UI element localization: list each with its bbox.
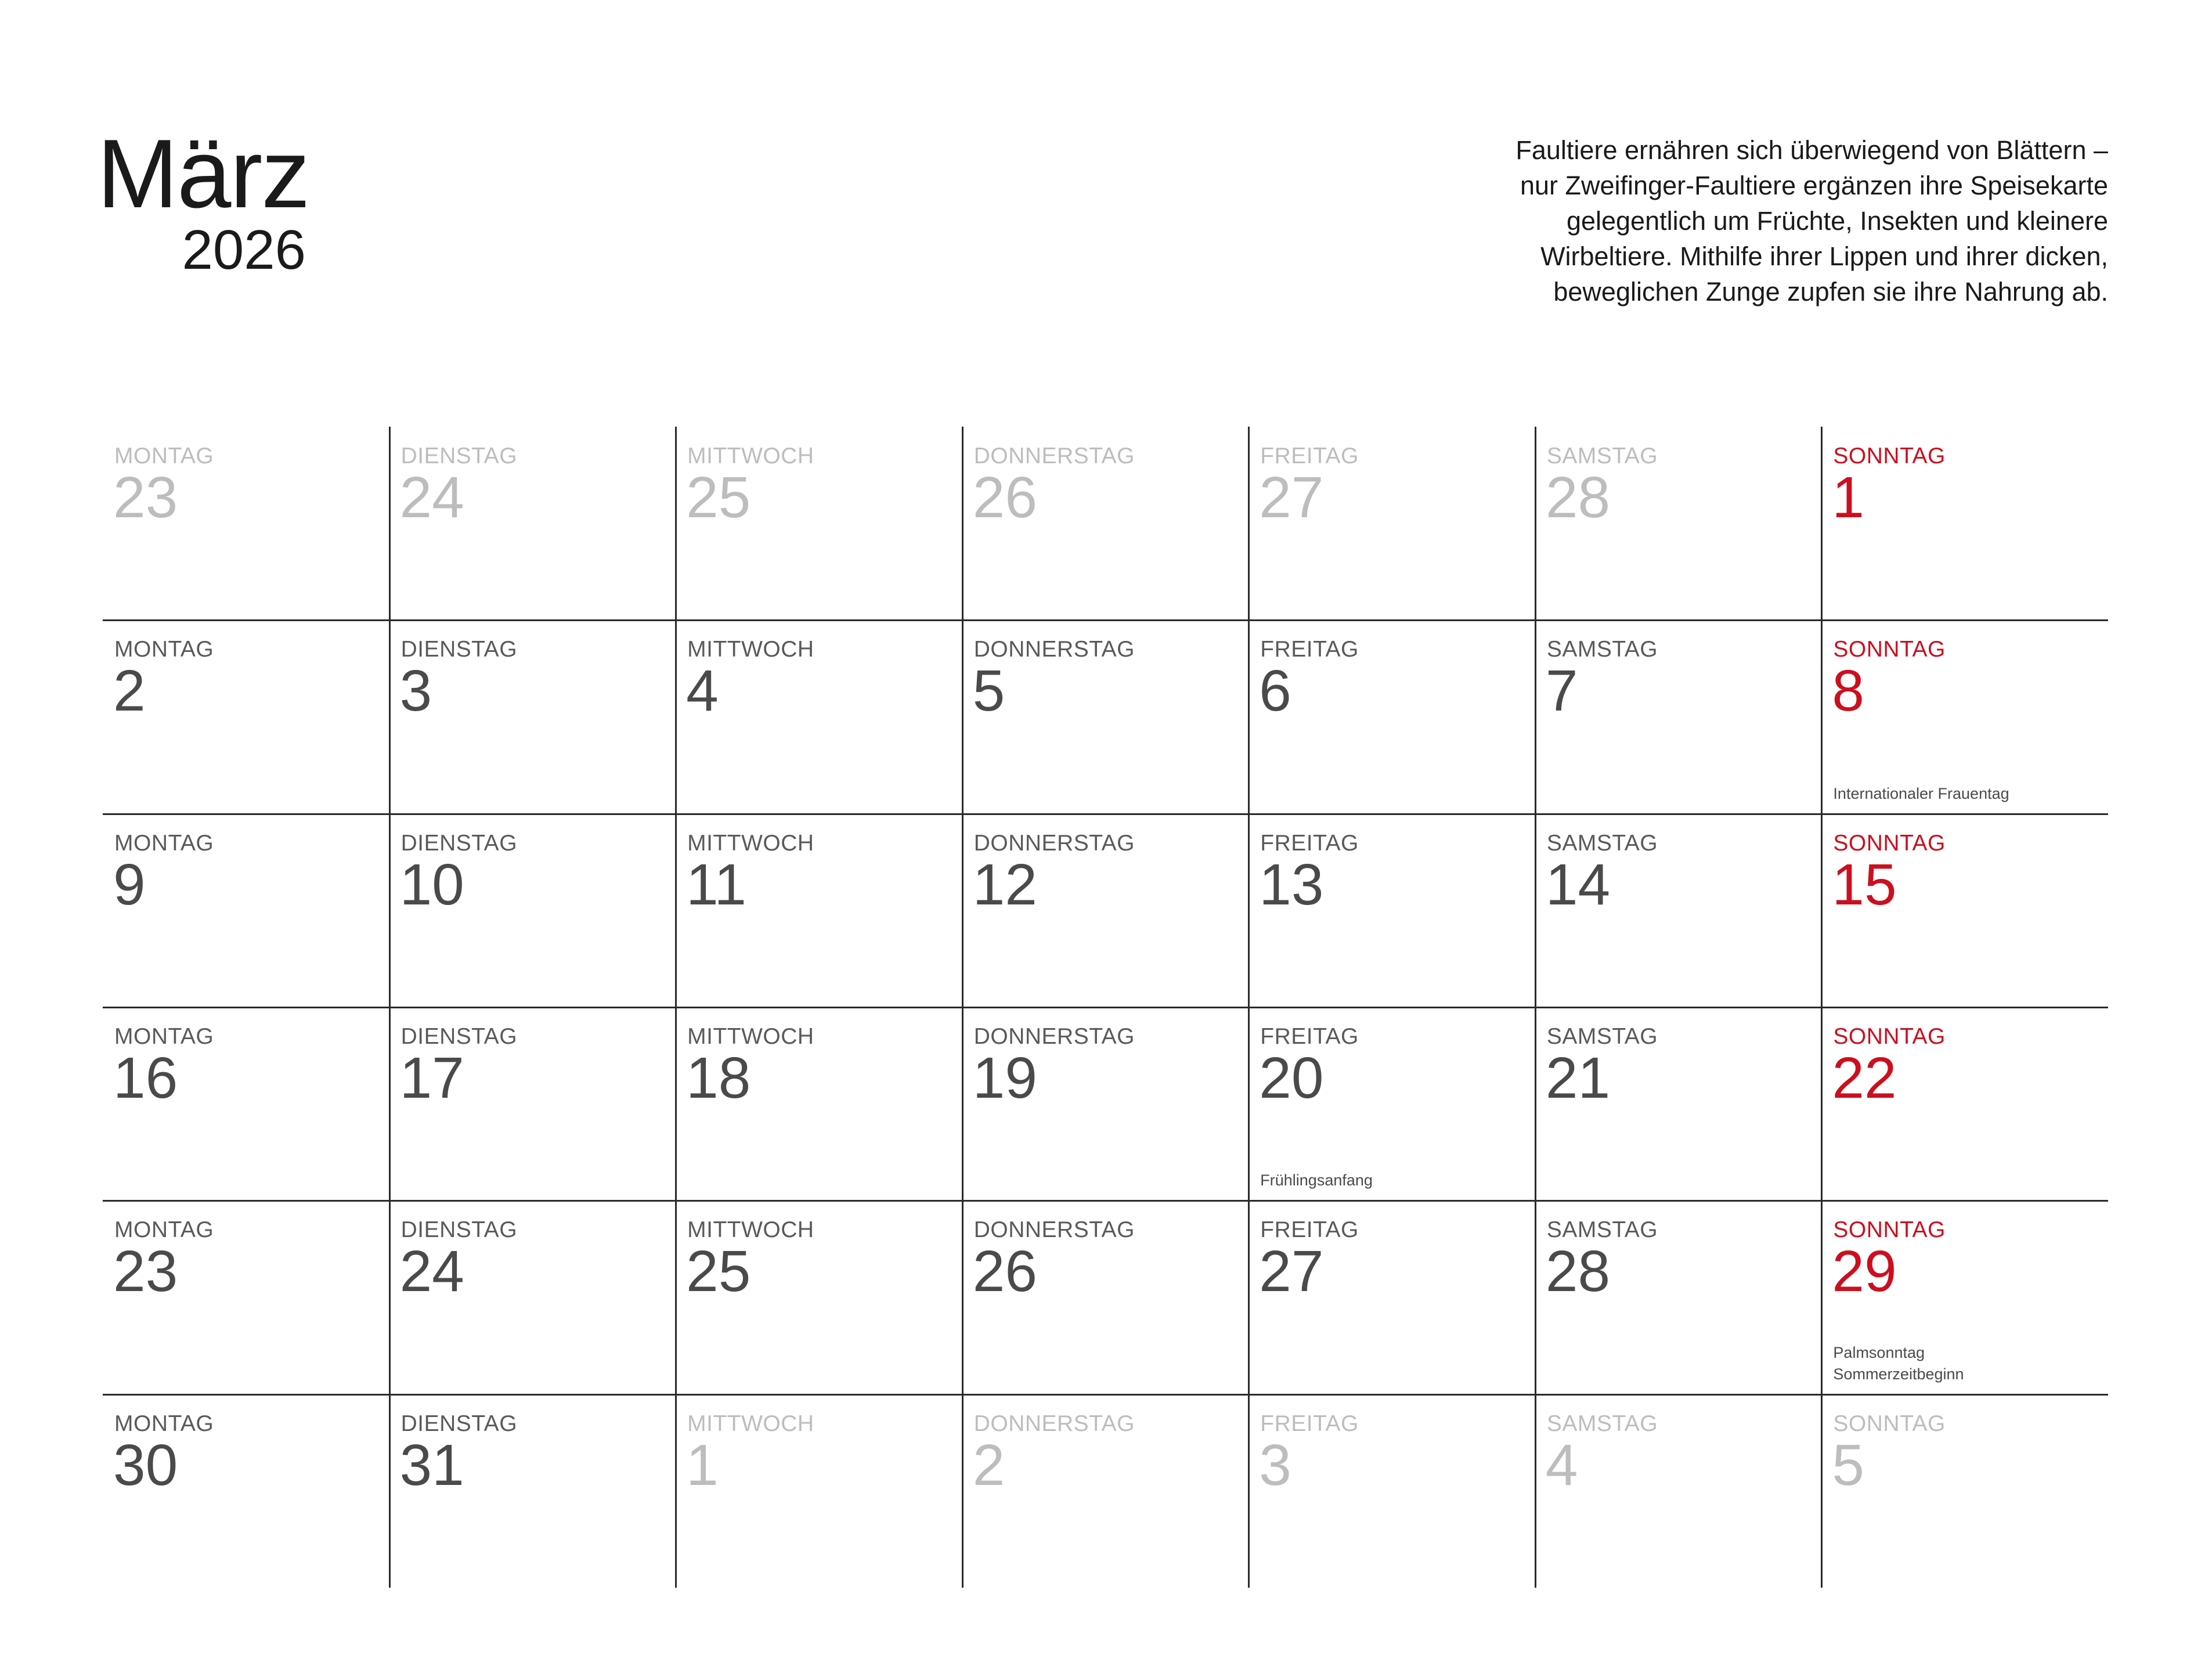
day-cell [1535, 1394, 1822, 1588]
day-number: 7 [1545, 658, 1578, 724]
day-cell [1535, 427, 1822, 620]
weekday-label: SAMSTAG [1546, 830, 1658, 856]
holiday-note: Sommerzeitbeginn [1833, 1365, 1964, 1383]
weekday-label: MONTAG [114, 1217, 214, 1243]
day-number: 2 [972, 1432, 1005, 1498]
day-number: 4 [686, 658, 719, 724]
day-cell [103, 1394, 389, 1588]
day-number: 13 [1259, 852, 1324, 917]
day-notes [1833, 1342, 1964, 1385]
day-cell [962, 620, 1249, 813]
weekday-label: MONTAG [114, 637, 214, 662]
day-cell [103, 1200, 389, 1394]
day-cell [1248, 1394, 1535, 1588]
row-divider [103, 1200, 2108, 1202]
weekday-label: MITTWOCH [687, 1411, 814, 1436]
row-divider [103, 1394, 2108, 1396]
weekday-label: DIENSTAG [400, 637, 518, 662]
weekday-label: SAMSTAG [1546, 1024, 1658, 1049]
weekday-label: SAMSTAG [1546, 637, 1658, 662]
weekday-label: DIENSTAG [400, 830, 518, 856]
day-cell [103, 1007, 389, 1200]
day-cell [676, 1200, 962, 1394]
day-cell [389, 620, 676, 813]
day-number: 6 [1259, 658, 1291, 724]
day-number: 27 [1259, 1239, 1324, 1304]
weekday-label: DONNERSTAG [973, 1217, 1135, 1243]
day-number: 14 [1545, 852, 1611, 917]
day-number: 25 [686, 465, 751, 530]
day-notes [1260, 1170, 1373, 1191]
holiday-note: Palmsonntag [1833, 1343, 1925, 1361]
description-line: gelegentlich um Früchte, Insekten und kleinere [1566, 206, 2108, 236]
day-number: 8 [1832, 658, 1865, 724]
weekday-label: SONNTAG [1833, 830, 1946, 856]
day-number: 22 [1832, 1046, 1897, 1111]
month-description [1342, 132, 2108, 309]
weekday-label: FREITAG [1260, 1217, 1359, 1243]
day-cell [962, 814, 1249, 1007]
weekday-label: MONTAG [114, 830, 214, 856]
month-header [97, 119, 309, 281]
day-number: 24 [399, 1239, 464, 1304]
weekday-label: DONNERSTAG [973, 1411, 1135, 1436]
day-cell [676, 814, 962, 1007]
weekday-label: DIENSTAG [400, 1411, 518, 1436]
day-cell [676, 620, 962, 813]
day-cell [676, 1007, 962, 1200]
day-number: 4 [1545, 1432, 1578, 1498]
day-cell [1248, 1200, 1535, 1394]
day-cell [962, 1200, 1249, 1394]
holiday-note: Internationaler Frauentag [1833, 784, 2009, 802]
day-cell [103, 814, 389, 1007]
day-number: 17 [399, 1046, 464, 1111]
weekday-label: SAMSTAG [1546, 1217, 1658, 1243]
day-cell [389, 814, 676, 1007]
day-cell [389, 1394, 676, 1588]
day-number: 1 [686, 1432, 719, 1498]
weekday-label: MITTWOCH [687, 1024, 814, 1049]
weekday-label: MITTWOCH [687, 830, 814, 856]
day-cell [1248, 814, 1535, 1007]
weekday-label: MONTAG [114, 444, 214, 468]
weekday-label: MITTWOCH [687, 444, 814, 468]
weekday-label: SONNTAG [1833, 444, 1946, 468]
day-cell [1535, 814, 1822, 1007]
weekday-label: FREITAG [1260, 444, 1359, 468]
day-number: 26 [972, 1239, 1037, 1304]
weekday-label: DIENSTAG [400, 1217, 518, 1243]
holiday-note: Frühlingsanfang [1260, 1171, 1373, 1189]
weekday-label: SAMSTAG [1546, 1411, 1658, 1436]
day-number: 24 [399, 465, 464, 530]
day-number: 29 [1832, 1239, 1897, 1304]
row-divider [103, 1007, 2108, 1008]
day-number: 30 [113, 1432, 178, 1498]
day-number: 9 [113, 852, 146, 917]
day-number: 5 [972, 658, 1005, 724]
weekday-label: FREITAG [1260, 830, 1359, 856]
weekday-label: DONNERSTAG [973, 637, 1135, 662]
day-number: 20 [1259, 1046, 1324, 1111]
day-cell [676, 1394, 962, 1588]
day-number: 15 [1832, 852, 1897, 917]
day-number: 23 [113, 465, 178, 530]
day-cell [103, 427, 389, 620]
day-number: 28 [1545, 1239, 1611, 1304]
weekday-label: SAMSTAG [1546, 444, 1658, 468]
weekday-label: MONTAG [114, 1411, 214, 1436]
day-number: 5 [1832, 1432, 1865, 1498]
day-cell [389, 427, 676, 620]
day-number: 3 [399, 658, 432, 724]
weekday-label: DONNERSTAG [973, 444, 1135, 468]
weekday-label: SONNTAG [1833, 637, 1946, 662]
day-cell [1821, 1007, 2108, 1200]
month-year: 2026 [182, 219, 306, 281]
day-number: 3 [1259, 1432, 1291, 1498]
weekday-label: DIENSTAG [400, 1024, 518, 1049]
day-cell [1248, 427, 1535, 620]
weekday-label: MONTAG [114, 1024, 214, 1049]
day-cell [1535, 1200, 1822, 1394]
day-cell [676, 427, 962, 620]
day-number: 28 [1545, 465, 1611, 530]
weekday-label: MITTWOCH [687, 637, 814, 662]
day-cell [1821, 427, 2108, 620]
weekday-label: FREITAG [1260, 1024, 1359, 1049]
weekday-label: FREITAG [1260, 1411, 1359, 1436]
day-number: 16 [113, 1046, 178, 1111]
description-line: Wirbeltiere. Mithilfe ihrer Lippen und ihrer dicken, [1540, 241, 2108, 271]
day-cell [1248, 1007, 1535, 1200]
row-divider [103, 619, 2108, 621]
day-cell [1821, 1200, 2108, 1394]
day-notes [1833, 783, 2009, 805]
day-number: 10 [399, 852, 464, 917]
weekday-label: FREITAG [1260, 637, 1359, 662]
day-number: 11 [686, 852, 746, 917]
weekday-label: SONNTAG [1833, 1217, 1946, 1243]
day-cell [962, 427, 1249, 620]
day-cell [1821, 620, 2108, 813]
day-number: 2 [113, 658, 146, 724]
day-number: 19 [972, 1046, 1037, 1111]
day-cell [962, 1394, 1249, 1588]
day-number: 27 [1259, 465, 1324, 530]
description-line: beweglichen Zunge zupfen sie ihre Nahrung ab. [1553, 277, 2108, 307]
weekday-label: DIENSTAG [400, 444, 518, 468]
description-line: Faultiere ernähren sich überwiegend von Blättern – [1515, 135, 2108, 165]
day-cell [389, 1200, 676, 1394]
day-number: 18 [686, 1046, 751, 1111]
day-number: 31 [399, 1432, 464, 1498]
day-cell [962, 1007, 1249, 1200]
day-number: 26 [972, 465, 1037, 530]
day-cell [103, 620, 389, 813]
weekday-label: SONNTAG [1833, 1411, 1946, 1436]
day-number: 25 [686, 1239, 751, 1304]
day-number: 23 [113, 1239, 178, 1304]
row-divider [103, 813, 2108, 815]
weekday-label: SONNTAG [1833, 1024, 1946, 1049]
month-title: März [97, 119, 309, 228]
day-number: 12 [972, 852, 1037, 917]
day-number: 21 [1545, 1046, 1611, 1111]
description-line: nur Zweifinger-Faultiere ergänzen ihre Speisekarte [1520, 171, 2108, 200]
day-cell [1535, 1007, 1822, 1200]
weekday-label: MITTWOCH [687, 1217, 814, 1243]
day-cell [1821, 814, 2108, 1007]
day-cell [389, 1007, 676, 1200]
weekday-label: DONNERSTAG [973, 830, 1135, 856]
weekday-label: DONNERSTAG [973, 1024, 1135, 1049]
day-cell [1248, 620, 1535, 813]
day-cell [1821, 1394, 2108, 1588]
day-cell [1535, 620, 1822, 813]
day-number: 1 [1832, 465, 1865, 530]
calendar-grid [103, 427, 2108, 1588]
